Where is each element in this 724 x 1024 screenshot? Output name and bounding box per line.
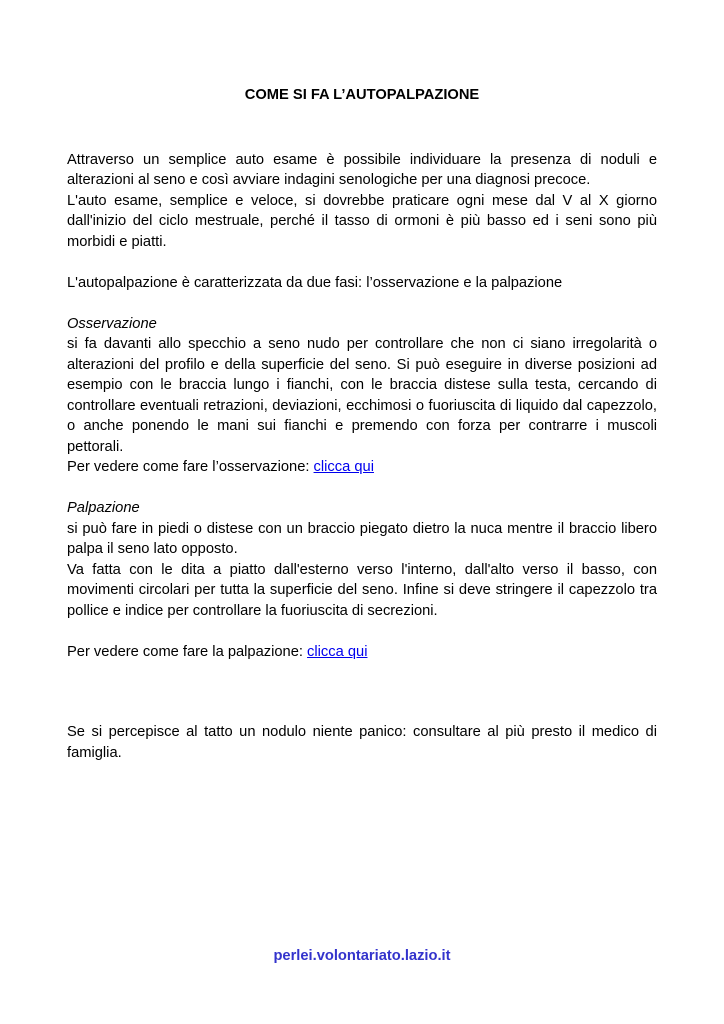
palpazione-link-prefix: Per vedere come fare la palpazione: (67, 643, 308, 660)
osservazione-heading: Osservazione (67, 315, 157, 332)
osservazione-clicca-qui-link[interactable]: clicca qui (313, 459, 374, 475)
palpazione-link-line (67, 642, 657, 663)
palpazione-clicca-qui-link[interactable]: clicca qui (307, 643, 368, 660)
conclusion-paragraph: Se si percepisce al tatto un nodulo niente panico: consultare al più presto il medico di famiglia. (67, 724, 657, 761)
intro-paragraph-2: L'auto esame, semplice e veloce, si dovrebbe praticare ogni mese dal V al X giorno dall'inizio del ciclo mestruale, perché il tasso di ormoni è più basso ed i seni sono più morbidi e piatti. (67, 192, 657, 250)
osservazione-body: si fa davanti allo specchio a seno nudo per controllare che non ci siano irregolarità o alterazioni del profilo e della superficie del seno. Si può eseguire in diverse posizioni ad esempio con le braccia lungo i fianchi, con le braccia distese sulla testa, cercando di controllare eventuali retrazioni, deviazioni, ecchimosi o fuoriuscita di liquido dal capezzolo, o anche ponendo le mani sui fianchi e premendo con forza per contrarre i muscoli pettorali. (67, 336, 657, 455)
phases-line: L'autopalpazione è caratterizzata da due fasi: l’osservazione e la palpazione (67, 274, 563, 291)
osservazione-link-prefix: Per vedere come fare l’osservazione: (67, 459, 314, 475)
document-title: COME SI FA L’AUTOPALPAZIONE (244, 87, 480, 103)
palpazione-body-2: Va fatta con le dita a piatto dall'esterno verso l'interno, dall'alto verso il basso, con movimenti circolari per tutta la superficie del seno. Infine si deve stringere il capezzolo tra pollice e indice per controllare la fuoriuscita di secrezioni. (67, 561, 657, 619)
palpazione-heading: Palpazione (67, 500, 140, 516)
footer-site-link[interactable]: perlei.volontariato.lazio.it (273, 947, 451, 964)
palpazione-body-1: si può fare in piedi o distese con un braccio piegato dietro la nuca mentre il braccio libero palpa il seno lato opposto. (67, 520, 657, 557)
osservazione-section (67, 293, 657, 478)
palpazione-section (67, 478, 657, 663)
osservazione-link-line (67, 457, 657, 478)
intro-paragraph-1: Attraverso un semplice auto esame è possibile individuare la presenza di noduli e alterazioni al seno e così avviare indagini senologiche per una diagnosi precoce. (67, 151, 657, 188)
